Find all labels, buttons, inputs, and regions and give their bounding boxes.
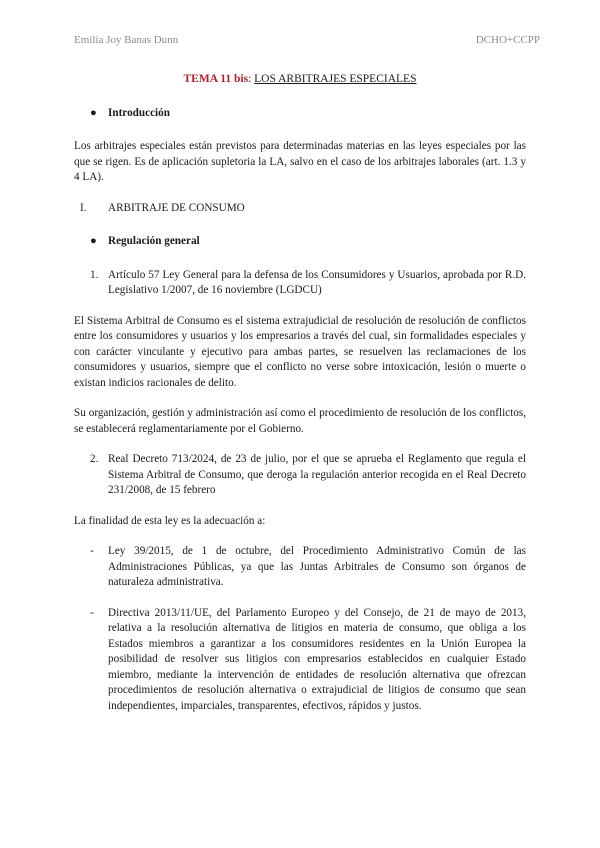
- regulacion-heading-text: Regulación general: [108, 235, 200, 247]
- document-title: [74, 72, 526, 88]
- dash-mark: -: [90, 606, 94, 619]
- dash-item: [74, 606, 526, 715]
- intro-heading: [74, 106, 526, 122]
- bullet-icon: ●: [90, 235, 97, 247]
- title-main: LOS ARBITRAJES ESPECIALES: [254, 73, 417, 85]
- title-prefix: TEMA 11 bis: [183, 73, 249, 85]
- paragraph: El Sistema Arbitral de Consumo es el sistema extrajudicial de resolución de resolución de conflictos entre los consumidores y usuarios y los empresarios a través del cual, sin formalidades especiales y con carácter vinculante y ejecutivo para ambas partes, se resuelven las reclamaciones de los consumidores y usuarios, siempre que el conflicto no verse sobre intoxicación, lesión o muerte o existan indicios racionales de delito.: [74, 314, 526, 389]
- section-title: ARBITRAJE DE CONSUMO: [108, 201, 245, 214]
- intro-heading-text: Introducción: [108, 106, 170, 119]
- list-item: [74, 452, 526, 499]
- paragraph: Su organización, gestión y administración así como el procedimiento de resolución de los conflictos, se establecerá reglamentariamente por el Gobierno.: [74, 407, 526, 435]
- list-item: [74, 268, 526, 299]
- dash-item-text: Directiva 2013/11/UE, del Parlamento Europeo y del Consejo, de 21 de mayo de 2013, relativa a la resolución alternativa de litigios en materia de consumo, que obliga a los Estados miembros a garantizar a los consumidores residentes en la Unión Europea la posibilidad de resolver sus litigios con empresarios establecidos en cualquier Estado miembro, mediante la intervención de entidades de resolución alternativa que ofrezcan procedimientos de resolución alternativa o extrajudicial de litigios de consumo que sean independientes, imparciales, transparentes, efectivos, rápidos y justos.: [108, 606, 526, 712]
- dash-mark: -: [90, 545, 94, 557]
- paragraph: La finalidad de esta ley es la adecuación a:: [74, 514, 266, 527]
- dash-item: [74, 544, 526, 591]
- regulacion-heading: [74, 234, 526, 250]
- dash-item-text: Ley 39/2015, de 1 de octubre, del Procedimiento Administrativo Común de las Administraciones Públicas, ya que las Juntas Arbitrales de Consumo son órganos de naturaleza administrativa.: [108, 545, 526, 588]
- list-item-text: Real Decreto 713/2024, de 23 de julio, por el que se aprueba el Reglamento que regula el Sistema Arbitral de Consumo, que deroga la regulación anterior recogida en el Real Decreto 231/2008, de 15 febrero: [108, 453, 526, 496]
- list-item-number: 1.: [90, 268, 99, 281]
- document-body: [74, 72, 526, 729]
- section-numeral: I.: [80, 201, 87, 214]
- section-heading: [74, 201, 526, 217]
- header-course: DCHO+CCPP: [475, 34, 540, 46]
- intro-paragraph: Los arbitrajes especiales están previstos para determinadas materias en las leyes especiales por las que se rigen. Es de aplicación supletoria la LA, salvo en el caso de los arbitrajes laborales (art. 1.3 y 4 LA).: [74, 140, 526, 183]
- header-author: Emilia Joy Banas Dunn: [74, 34, 179, 46]
- list-item-text: Artículo 57 Ley General para la defensa de los Consumidores y Usuarios, aprobada por R.D. Legislativo 1/2007, de 16 noviembre (LGDCU): [108, 268, 526, 296]
- list-item-number: 2.: [90, 453, 99, 465]
- title-separator: :: [248, 73, 255, 85]
- bullet-icon: ●: [90, 106, 97, 119]
- page-header: [74, 34, 540, 46]
